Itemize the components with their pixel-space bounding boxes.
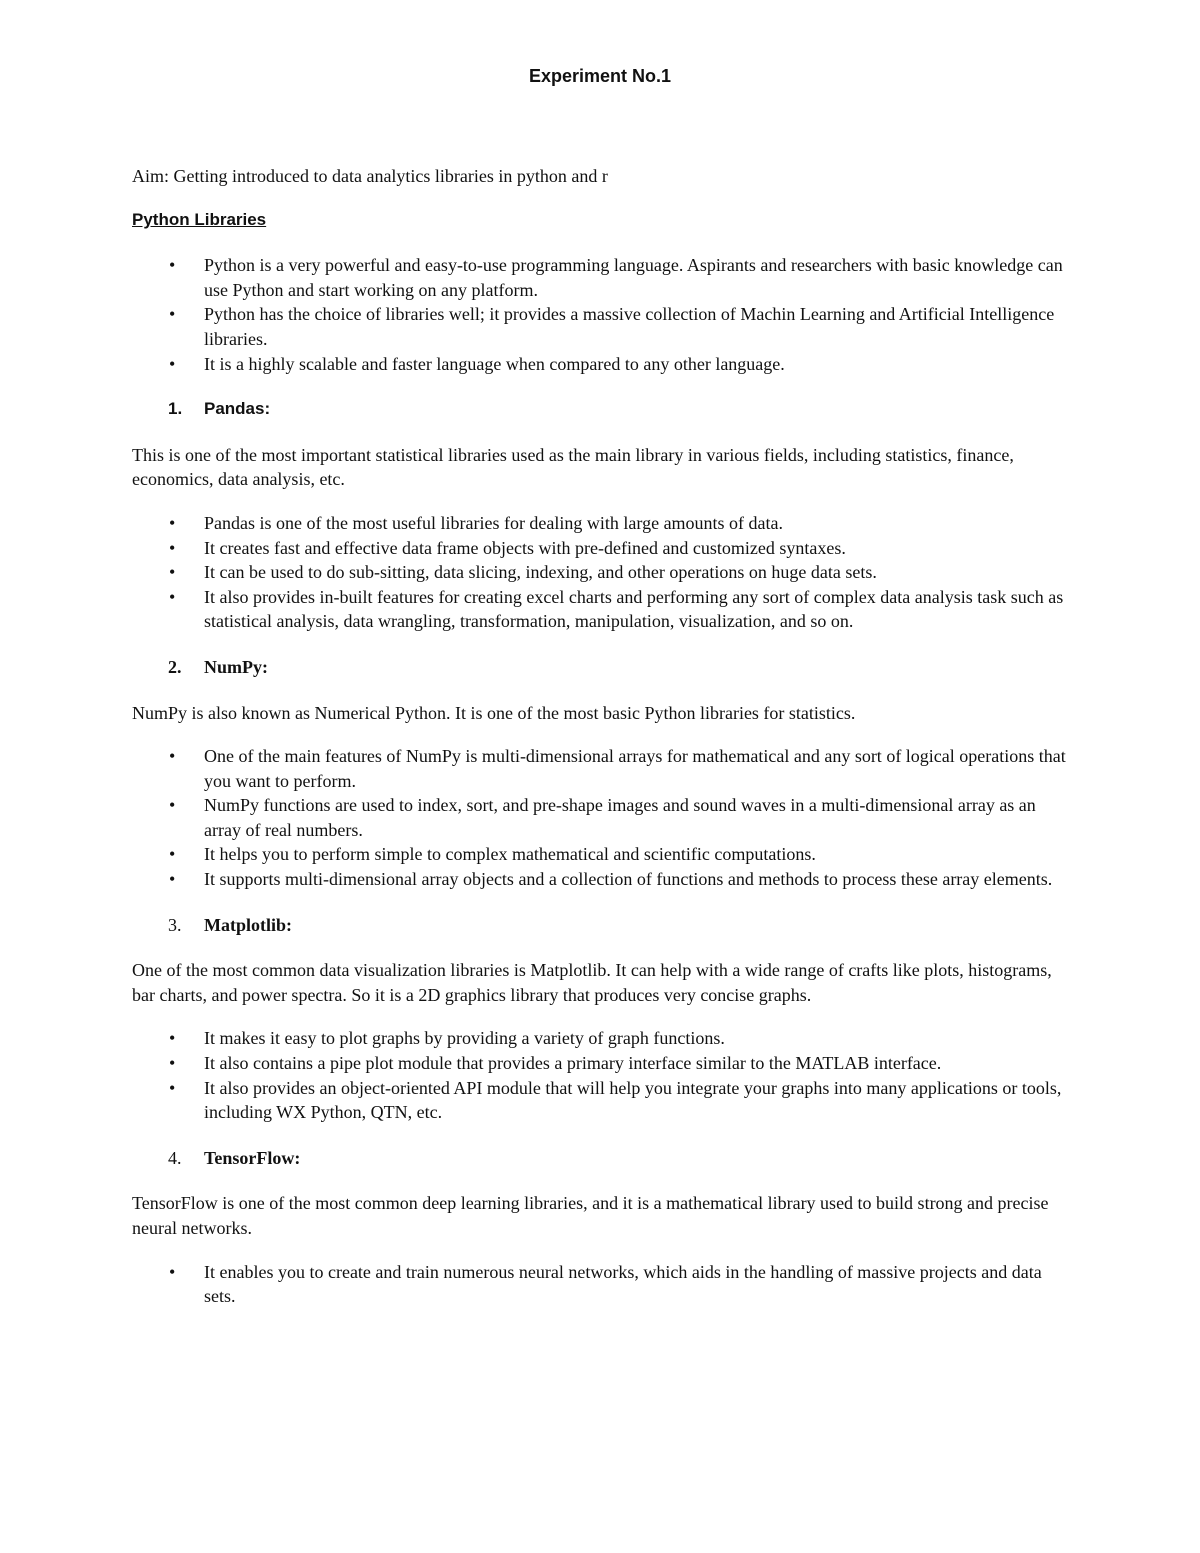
section-title: Pandas: <box>204 399 271 419</box>
section-intro: TensorFlow is one of the most common deep learning libraries, and it is a mathematical library used to build strong and precise neural networks. <box>132 1193 1049 1238</box>
section-number: 2. <box>168 656 182 677</box>
numpy-list <box>132 744 1068 892</box>
section-heading-numpy <box>132 655 1068 680</box>
matplotlib-list <box>132 1026 1068 1124</box>
pandas-list <box>132 511 1068 634</box>
section-number: 3. <box>168 914 182 935</box>
section-intro: This is one of the most important statistical libraries used as the main library in various fields, including statistics, finance, economics, data analysis, etc. <box>132 444 1014 490</box>
list-item: • It is a highly scalable and faster language when compared to any other language. <box>132 352 1068 377</box>
list-item: • It can be used to do sub-sitting, data slicing, indexing, and other operations on huge data sets. <box>132 560 1068 585</box>
list-item: • NumPy functions are used to index, sort, and pre-shape images and sound waves in a multi-dimensional array as an array of real numbers. <box>132 793 1068 842</box>
list-item: • It also provides in-built features for creating excel charts and performing any sort of complex data analysis task such as statistical analysis, data wrangling, transformation, manipulation, visualization, and so on. <box>132 585 1068 634</box>
section-intro: One of the most common data visualization libraries is Matplotlib. It can help with a wide range of crafts like plots, histograms, bar charts, and power spectra. So it is a 2D graphics library that produces very concise graphs. <box>132 960 1052 1005</box>
list-item: • It helps you to perform simple to complex mathematical and scientific computations. <box>132 842 1068 867</box>
list-item: • It also provides an object-oriented API module that will help you integrate your graphs into many applications or tools, including WX Python, QTN, etc. <box>132 1076 1068 1125</box>
document-title: Experiment No.1 <box>528 66 672 86</box>
python-libraries-list <box>132 253 1068 376</box>
section-heading-tensorflow <box>132 1146 1068 1171</box>
section-heading-pandas <box>132 397 1068 422</box>
section-title: NumPy: <box>204 656 268 677</box>
aim-text: Aim: Getting introduced to data analytics libraries in python and r <box>132 166 608 186</box>
list-item: • It also contains a pipe plot module that provides a primary interface similar to the MATLAB interface. <box>132 1051 1068 1076</box>
section-title: TensorFlow: <box>204 1147 301 1168</box>
list-item: • Pandas is one of the most useful libraries for dealing with large amounts of data. <box>132 511 1068 536</box>
list-item: • It supports multi-dimensional array objects and a collection of functions and methods to process these array elements. <box>132 867 1068 892</box>
section-intro: NumPy is also known as Numerical Python. It is one of the most basic Python libraries for statistics. <box>132 702 856 723</box>
section-number: 4. <box>168 1147 182 1168</box>
list-item: • One of the main features of NumPy is multi-dimensional arrays for mathematical and any sort of logical operations that you want to perform. <box>132 744 1068 793</box>
tensorflow-list <box>132 1260 1068 1309</box>
list-item: • Python is a very powerful and easy-to-use programming language. Aspirants and researchers with basic knowledge can use Python and start working on any platform. <box>132 253 1068 302</box>
list-item: • It creates fast and effective data frame objects with pre-defined and customized syntaxes. <box>132 536 1068 561</box>
section-heading-matplotlib <box>132 913 1068 938</box>
section-number: 1. <box>168 399 183 419</box>
section-title: Matplotlib: <box>204 914 292 935</box>
list-item: • Python has the choice of libraries well; it provides a massive collection of Machin Learning and Artificial Intelligence libraries. <box>132 302 1068 351</box>
list-item: • It enables you to create and train numerous neural networks, which aids in the handling of massive projects and data sets. <box>132 1260 1068 1309</box>
list-item: • It makes it easy to plot graphs by providing a variety of graph functions. <box>132 1026 1068 1051</box>
python-libraries-heading: Python Libraries <box>132 209 267 229</box>
